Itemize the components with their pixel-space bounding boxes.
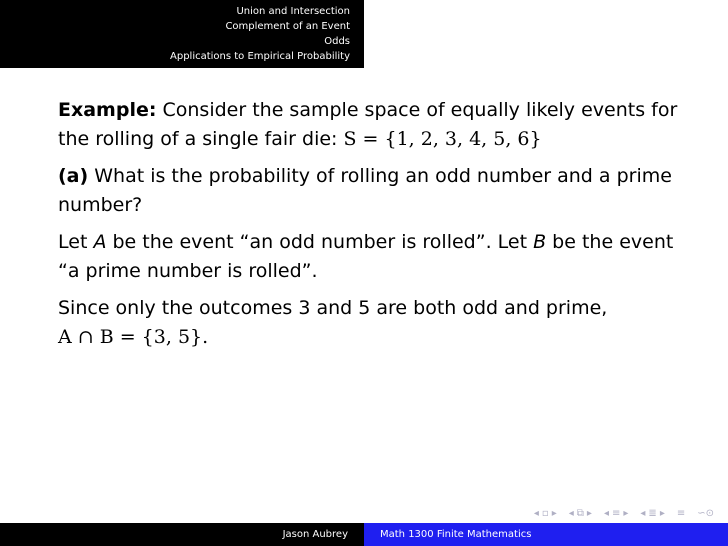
header-bar <box>0 0 728 68</box>
section-icon[interactable]: ≡ <box>611 508 621 519</box>
events-text: be the event “a prime number is rolled”. <box>58 231 674 282</box>
example-text: Consider the sample space of equally likely events for the rolling of a single fair die: <box>58 99 678 150</box>
document-icon[interactable]: ≣ <box>648 508 657 519</box>
example-paragraph <box>58 96 698 154</box>
footer-course-title: Math 1300 Finite Mathematics <box>364 523 728 546</box>
sample-space: S = {1, 2, 3, 4, 5, 6} <box>343 128 542 150</box>
part-a-label: (a) <box>58 165 89 187</box>
conclusion-text: Since only the outcomes 3 and 5 are both odd and prime, <box>58 297 608 319</box>
slide-body <box>58 96 698 360</box>
events-text: Let <box>58 231 94 253</box>
intersection-result: A ∩ B = {3, 5}. <box>58 326 209 348</box>
section-list <box>170 4 350 64</box>
events-text: be the event “an odd number is rolled”. Let <box>106 231 534 253</box>
events-paragraph <box>58 228 698 286</box>
document-left-arrow-icon[interactable]: ◂ <box>640 508 646 519</box>
subsection-right-arrow-icon[interactable]: ▸ <box>586 508 592 519</box>
subsection-left-arrow-icon[interactable]: ◂ <box>568 508 574 519</box>
search-icon[interactable]: ∽⊙ <box>697 508 714 519</box>
appendix-icon[interactable]: ≡ <box>676 508 686 519</box>
footer-author: Jason Aubrey <box>0 523 364 546</box>
example-label: Example: <box>58 99 157 121</box>
part-a-question: What is the probability of rolling an odd number and a prime number? <box>58 165 672 216</box>
nav-right-arrow-icon[interactable]: ▸ <box>551 508 557 519</box>
section-left-arrow-icon[interactable]: ◂ <box>603 508 609 519</box>
frame-icon[interactable]: ▫ <box>541 508 549 519</box>
document-right-arrow-icon[interactable]: ▸ <box>659 508 665 519</box>
navigation-symbols <box>534 508 714 519</box>
footer-bar <box>0 523 728 546</box>
section-link-empirical-probability[interactable]: Applications to Empirical Probability <box>170 51 350 62</box>
section-right-arrow-icon[interactable]: ▸ <box>623 508 629 519</box>
part-a-paragraph <box>58 162 698 220</box>
subsection-icon[interactable]: ⧉ <box>576 508 584 519</box>
section-link-union-intersection[interactable]: Union and Intersection <box>236 6 350 17</box>
event-a: A <box>93 231 107 253</box>
section-navigation <box>0 0 364 68</box>
section-link-odds[interactable]: Odds <box>324 36 350 47</box>
event-b: B <box>533 231 547 253</box>
nav-left-arrow-icon[interactable]: ◂ <box>533 508 539 519</box>
header-right-panel <box>364 0 728 68</box>
conclusion-paragraph <box>58 294 698 352</box>
section-link-complement[interactable]: Complement of an Event <box>225 21 350 32</box>
